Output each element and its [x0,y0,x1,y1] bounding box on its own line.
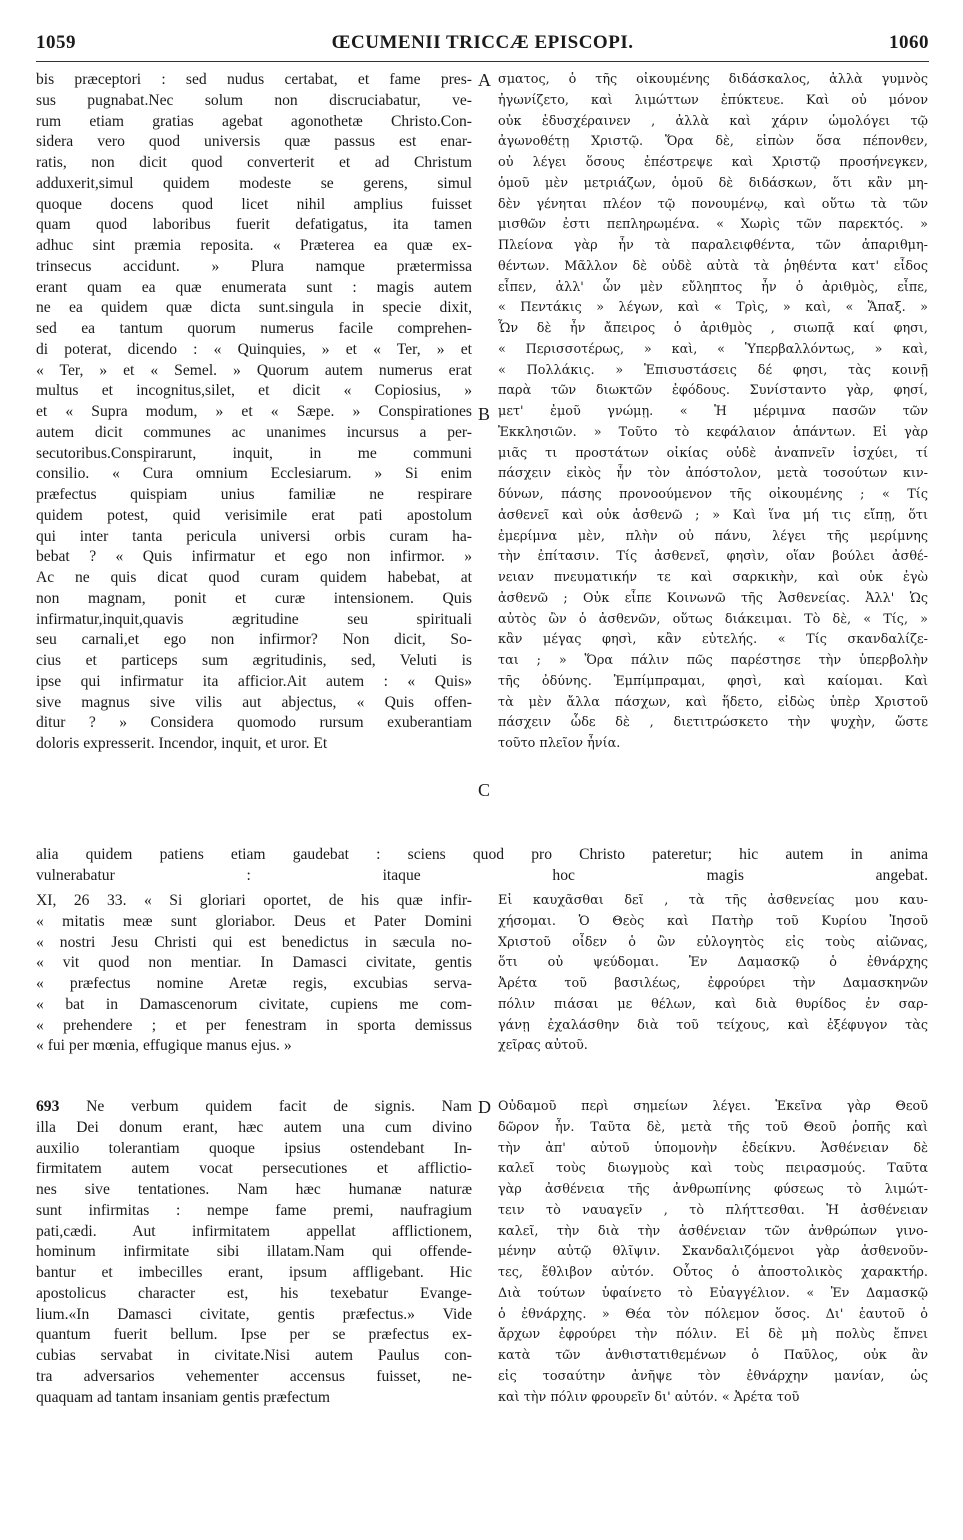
margin-letter-d: D [478,1097,491,1117]
text-line: « Πεντάκις » λέγων, καὶ « Τρὶς, » καὶ, « Ἅπαξ. » [498,300,928,316]
text-line: μένην αὐτῷ θλῖψιν. Σκανδαλιζόμενοι γὰρ ἀσθενοῦν- [498,1244,928,1260]
text-line: hominum infirmitate sibi illatam.Nam qui offende- [36,1243,472,1261]
text-line: apostolicus character est, his texebatur Evange- [36,1284,472,1302]
text-line: XI, 26 33. « Si gloriari oportet, de his quæ infir- [36,892,472,909]
text-line: tra adversarios vehementer accensus fuisset, ne- [36,1367,472,1385]
text-line: δύνων, πάσης προνοούμενον τῆς οἰκουμένης ; « Τίς [498,487,928,502]
text-line: sed ea tantum quorum numerus facile comprehen- [36,320,472,337]
text-line: ἀσθενεῖ καὶ οὐκ ἀσθενῶ ; » Καὶ ἵνα μή τις εἴπῃ, ὅτι [498,507,928,523]
text-line: adhuc sint præmia reposita. « Præterea ea quæ ex- [36,237,472,254]
text-line: Χριστοῦ οἶδεν ὁ ὢν εὐλογητὸς εἰς τοὺς αἰῶνας, [498,934,928,950]
text-line: pati,cædi. Aut infirmitatem appellat afflictionem, [36,1222,472,1240]
text-line: lium.«In Damasci civitate, gentis præfectus.» Vide [36,1305,472,1323]
text-line: πόλιν πιάσαι με θέλων, καὶ διὰ θυρίδος ἐν σαρ- [498,996,928,1012]
text-line: doloris expresserit. Incendor, inquit, et uror. Et [36,735,328,752]
full-width-latin-paragraph [36,845,928,887]
text-line: di poterat, dicendo : « Quinquies, » et « Ter, » et [36,340,472,358]
latin-column-section-1 [36,70,472,755]
margin-letter-c: C [478,780,491,800]
running-header [36,32,929,64]
text-line: autem dicit communes ac unanimes incursus a per- [36,423,472,441]
page-number-right: 1060 [889,32,929,53]
text-line: cius et particeps sum ægritudinis, sed, Veluti is [36,652,472,669]
text-line: Εἰ καυχᾶσθαι δεῖ , τὰ τῆς ἀσθενείας μου καυ- [498,893,928,908]
text-line: « fui per mœnia, effugique manus ejus. » [36,1037,292,1055]
text-line: bis præceptori : sed nudus certabat, et fame pres- [36,71,472,88]
section-number: 693 [36,1098,60,1115]
latin-column-section-3 [36,1097,472,1408]
text-line: τοῦτο πλεῖον ἦνία. [498,736,621,751]
text-line: non magnam, ponit et curæ intensionem. Quis [36,589,472,607]
text-line: infirmatur,inquit,quavis ægritudine seu spirituali [36,610,472,628]
text-line: μιᾶς τι προστάτων οἰκίας οὐδὲ ἀναπνεῖν ἰσχύει, τί [498,445,928,461]
text-line: τες, ἔθλιβον αὐτόν. Οὗτος ὁ ἀποστολικὸς χαρακτήρ. [498,1265,928,1280]
text-line: sus pugnabat.Nec solum non discruciabatur, ve- [36,91,472,109]
text-line: τειν τὸ ναυαγεῖν , τὸ πλήττεσθαι. Ἡ ἀσθένειαν [498,1202,928,1218]
text-line: « præfectus nomine Aretæ regis, excubias serva- [36,975,472,992]
text-line: ἐμερίμνα μὲν, πλὴν οὐ πάνυ, λέγει τῆς μερίμνης [498,528,928,544]
text-line: πάσχειν ὧδε δὲ , διετιτρώσκετο τὴν ψυχὴν, ὥστε [498,715,928,731]
text-line: bebat ? « Quis infirmatur et ego non infirmor. » [36,548,472,566]
text-line: erant quam ea quæ enumerata sunt : magis autem [36,278,472,296]
greek-column-section-3 [498,1097,928,1408]
text-line: ἀγωνοθέτῃ Χριστῷ. Ὅρα δὲ, εἰπὼν ὅσα πέπονθεν, [498,134,928,150]
text-line: adduxerit,simul quidem modeste se gerens, simul [36,174,472,192]
text-line: cubias servabat in civitate.Nisi autem Paulus con- [36,1347,472,1364]
text-line: Ἐκκλησιῶν. » Τοῦτο τὸ κεφάλαιον ἁπάντων. Εἰ γὰρ [498,424,928,440]
text-line: « vit quod non mentiar. In Damasci civitate, gentis [36,954,472,972]
text-line: δὲν γένηται πλέον τῷ πονουμένῳ, καὶ οὕτω τὰ τῶν [498,196,928,212]
text-line: et « Supra modum, » et « Sæpe. » Conspirationes [36,403,472,420]
text-line: « Ter, » et « Semel. » Quorum autem numerus erat [36,361,472,379]
text-line: quoque docens quod licet nihil amplius fuisset [36,195,472,213]
text-line: sunt infirmitas : nempe fame premi, naufragium [36,1201,472,1219]
text-line: vulnerabatur : itaque hoc magis angebat. [36,866,928,884]
text-line: οὐ λέγει ὅσους ἐπέστρεψε καὶ Χριστῷ προσήνεγκεν, [498,155,928,170]
text-line: « prehendere ; et per fenestram in sporta demissus [36,1016,472,1034]
text-line: τὴν ἐπίτασιν. Τίς ἀσθενεῖ, φησὶν, οἵαν βούλει ἀσθέ- [498,549,928,565]
text-line: illa Dei donum erant, hæc autem una cum divino [36,1118,472,1136]
text-line: Ἀρέτα τοῦ βασιλέως, ἐφρούρει τὴν Δαμασκηνῶν [498,976,928,991]
greek-column-section-1 [498,70,928,755]
text-line: firmitatem autem vocat persecutiones et afflictio- [36,1160,472,1178]
text-line: καλεῖ, τὴν διὰ τὴν ἀσθένειαν τῶν ἀνθρώπων γινο- [498,1223,928,1239]
text-line: Οὐδαμοῦ περὶ σημείων λέγει. Ἐκεῖνα γὰρ Θεοῦ [498,1099,928,1114]
text-line: ἀσθενῶ ; Οὐκ εἶπε Κοινωνῶ τῆς Ἀσθενείας. Ἀλλ' Ὡς [498,590,928,606]
text-line: ἠγωνίζετο, καὶ λιμώττων ἐπύκτευε. Καὶ οὐ μόνον [498,92,928,108]
text-line: seu carnali,et ego non infirmor? Non dicit, So- [36,631,472,649]
text-line: καλεῖ τοὺς διωγμοὺς καὶ τοὺς πειρασμούς. Ταῦτα [498,1161,928,1177]
text-line: σματος, ὁ τῆς οἰκουμένης διδάσκαλος, ἀλλὰ γυμνὸς [498,72,928,87]
text-line: τὴν ἀπ' αὐτοῦ ὑπομονὴν ἐδείκνυ. Ἀσθένειαν δὲ [498,1140,928,1156]
text-line: Ὧν δὲ ἦν ἄπειρος ὁ ἀριθμὸς , σιωπᾷ καί φησι, [498,321,928,336]
text-line: οὐκ ἐδυσχέραινεν , ἀλλὰ καὶ χάριν ὡμολόγει τῷ [498,113,928,129]
text-line: Διὰ τούτων ὑφαίνετο τὸ Εὐαγγέλιον. « Ἐν Δαμασκῷ [498,1285,928,1301]
text-line: consilio. « Cura omnium Ecclesiarum. » Si enim [36,465,472,483]
text-line: θέντων. Μᾶλλον δὲ οὐδὲ αὐτὰ τὰ ῥηθέντα κατ' εἶδος [498,258,928,274]
text-line: multus et incognitus,silet, et dicit « Copiosius, » [36,382,472,400]
text-line: præfectus quispiam unius familiæ ne respirare [36,486,472,503]
text-line: εἰς τοσαύτην ἀνῆψε τὸν ἐθνάρχην μανίαν, ὡς [498,1368,928,1384]
latin-column-section-2 [36,891,472,1057]
text-line: κατὰ τῶν ἀνθιστατιθεμένων ὁ Παῦλος, οὐκ ἂν [498,1348,928,1363]
page-number-left: 1059 [36,32,76,53]
text-line: ditur ? » Considera quomodo rursum exuberantiam [36,714,472,732]
text-line: « Πολλάκις. » Ἐπισυστάσεις δέ φησι, τὰς κοινῇ [498,362,928,378]
text-line: alia quidem patiens etiam gaudebat : sciens quod pro Christo pateretur; hic autem in anima [36,846,928,863]
text-line: ne ea quidem quæ dicta sunt.singula in specie dixit, [36,299,472,317]
text-line: rum etiam gratias agebat agonothetæ Christo.Con- [36,112,472,130]
text-line: quaquam ad tantam insaniam gentis præfectum [36,1388,331,1406]
text-line: quidem potest, quid verisimile erat pati apostolum [36,506,472,524]
text-line: secutoribus.Conspirarunt, inquit, in me communi [36,444,472,462]
section-first-line: Ne verbum quidem facit de signis. Nam [59,1098,472,1115]
text-line: trinsecus accidunt. » Plura namque prætermissa [36,257,472,275]
text-line: χήσομαι. Ὁ Θεὸς καὶ Πατὴρ τοῦ Κυρίου Ἰησοῦ [498,913,928,929]
text-line: quam quod laboribus fuerit defatigatus, ita tamen [36,216,472,234]
running-title: ŒCUMENII TRICCÆ EPISCOPI. [331,32,634,53]
text-line: κἂν μέγας φησὶ, κἂν εὐτελής. « Τίς σκανδαλίζε- [498,632,928,648]
text-line: sidera vero quod universis quæ passus est enar- [36,133,472,151]
latin-column-section-3-body [36,1118,472,1409]
text-line: πάσχειν εἰκὸς ἦν τὸν ἀπόστολον, μετὰ τοσούτων κιν- [498,466,928,482]
greek-column-section-2 [498,891,928,1057]
text-line: μισθῶν ἐστι πεπληρωμένα. « Χωρὶς τῶν παρεκτός. » [498,217,928,233]
text-line: ὁ ἐθνάρχης. » Θέα τὸν πόλεμον ὅσος. Δι' ἑαυτοῦ ὁ [498,1306,928,1322]
text-line: « Περισσοτέρως, » καὶ, « Ὑπερβαλλόντως, » καὶ, [498,341,928,357]
margin-letter-b: B [478,404,491,424]
margin-letter-a: A [478,70,491,90]
text-line: γάνῃ ἐχαλάσθην διὰ τοῦ τείχους, καὶ ἐξέφυγον τὰς [498,1017,928,1033]
text-line: « nostri Jesu Christi qui est benedictus in sæcula no- [36,933,472,951]
text-line: ipse qui infirmatur ita afficior.Ait autem : « Quis» [36,672,472,690]
text-line: μετ' ἐμοῦ γνώμῃ. « Ἡ μέριμνα πασῶν τῶν [498,404,928,419]
text-line: qui inter tanta pericula universi orbis curam ha- [36,527,472,545]
text-line: παρὰ τῶν διωκτῶν ἐφόδους. Συνίσταντο γὰρ, φησί, [498,383,928,399]
text-line: δῶρον ἦν. Ταῦτα δὲ, μετὰ τῆς τοῦ Θεοῦ ῥοπῆς καὶ [498,1119,928,1135]
header-rule [36,61,929,62]
text-line: ἄρχων ἐφρούρει τὴν πόλιν. Εἰ δὲ μὴ πολὺς ἔπνει [498,1327,928,1343]
text-line [36,1097,472,1118]
text-line: ται ; » Ὅρα πάλιν πῶς παρέστησε τὴν ὑπερβολὴν [498,653,928,668]
text-line: καὶ τὴν πόλιν φρουρεῖν δι' αὐτόν. « Ἀρέτα τοῦ [498,1389,800,1405]
text-line: sive magnus sive vilis aut abjectus, « Quis offen- [36,693,472,711]
text-line: ratis, non dicit quod converterit et ad Christum [36,154,472,171]
text-line: ὅτι οὐ ψεύδομαι. Ἐν Δαμασκῷ ὁ ἐθνάρχης [498,955,928,971]
text-line: χεῖρας αὐτοῦ. [498,1038,588,1054]
text-line: « mitatis meæ sunt gloriabor. Deus et Pater Domini [36,912,472,930]
text-line: αὐτὸς ὢν ὁ ἀσθενῶν, οὕτως διάκειμαι. Τὸ δὲ, « Τίς, » [498,611,928,627]
text-line: Ac ne quis dicat quod curam quidem habebat, at [36,569,472,586]
text-line: γὰρ ἀσθένεια τῆς ἀνθρωπίνης φύσεως τὸ λιμώτ- [498,1182,928,1197]
text-line: τῆς ὀδύνης. Ἐμπίμπραμαι, φησὶ, καὶ καίομαι. Καὶ [498,673,928,689]
text-line: bantur et imbecilles erant, ipsum affligebant. Hic [36,1264,472,1281]
text-line: auxilio tolerantiam quoque ipsius ostendebant In- [36,1139,472,1157]
text-line: ὁμοῦ μὲν μετριάζων, ὁμοῦ δὲ διδάσκων, ὅτι κἂν μη- [498,175,928,191]
text-line: quantum fuerit bellum. Ipse per se præfectus ex- [36,1326,472,1344]
text-line: τὰ μὲν ἄλλα πάσχων, καὶ ἥδετο, εἰδὼς ὑπὲρ Χριστοῦ [498,694,928,710]
text-line: nes sive tentationes. Nam hæc humanæ naturæ [36,1181,472,1198]
text-line: « bat in Damascenorum civitate, cupiens me com- [36,995,472,1013]
text-line: Πλείονα γὰρ ἦν τὰ παραλειφθέντα, τῶν ἀπαριθμη- [498,238,928,253]
text-line: νειαν πνευματικήν τε καὶ σαρκικὴν, καὶ οὐκ ἐγὼ [498,570,928,585]
text-line: εἶπεν, ἀλλ' ὧν μὲν εὔληπτος ἦν ὁ ἀριθμὸς, εἶπε, [498,279,928,295]
